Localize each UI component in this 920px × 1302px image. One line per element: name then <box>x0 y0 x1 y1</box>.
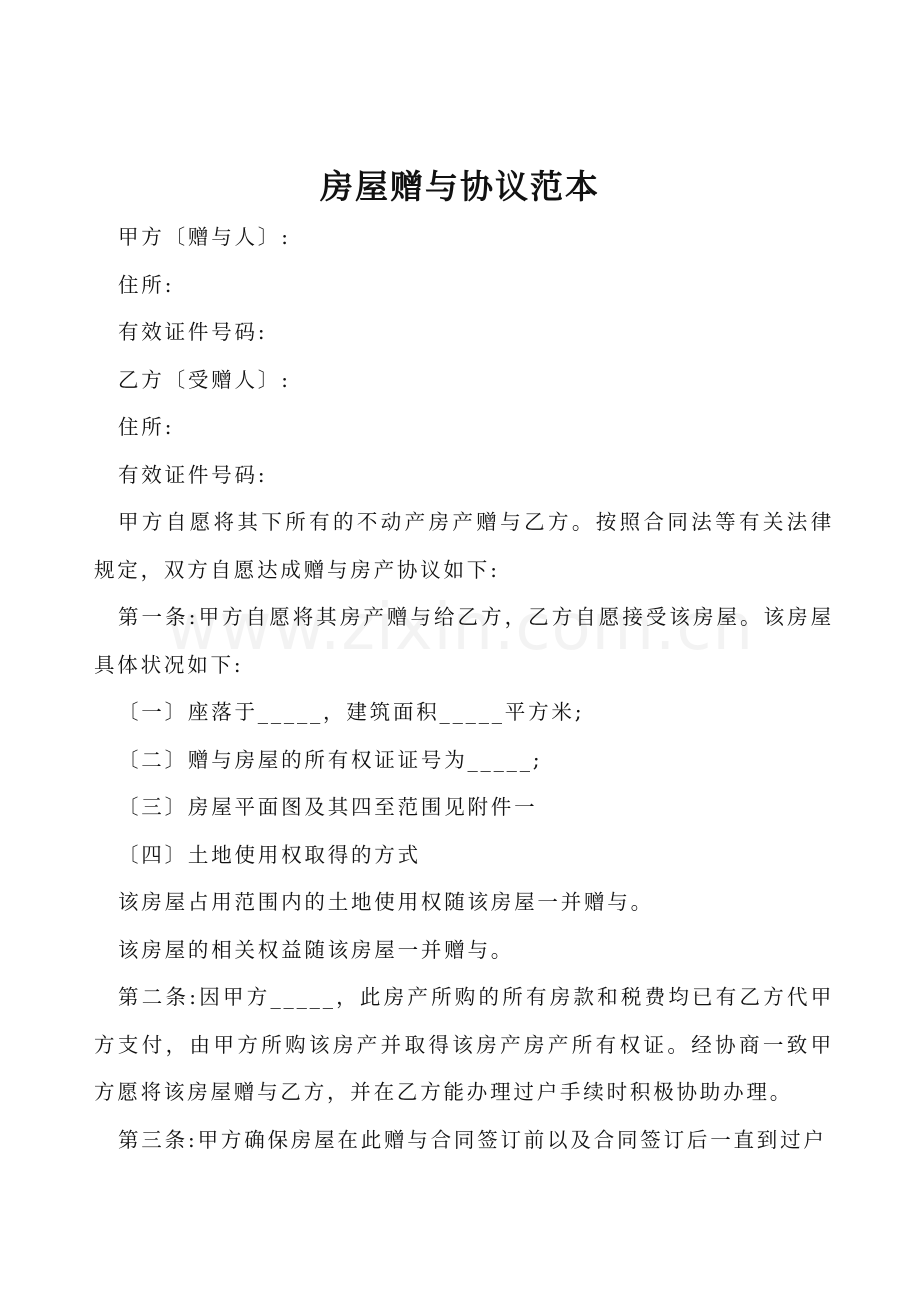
article-1-item-2: 〔二〕赠与房屋的所有权证证号为_____; <box>118 747 543 772</box>
preamble-paragraph: 甲方自愿将其下所有的不动产房产赠与乙方。按照合同法等有关法律规定，双方自愿达成赠与房产协议如下: <box>94 510 834 582</box>
related-rights-clause: 该房屋的相关权益随该房屋一并赠与。 <box>118 937 515 962</box>
article-3: 第三条:甲方确保房屋在此赠与合同签订前以及合同签订后一直到过户 <box>118 1127 827 1152</box>
document-body <box>94 214 834 1164</box>
document-title: 房屋赠与协议范本 <box>320 167 600 206</box>
article-2: 第二条:因甲方_____，此房产所购的所有房款和税费均已有乙方代甲方支付，由甲方所购该房产并取得该房产房产所有权证。经协商一致甲方愿将该房屋赠与乙方，并在乙方能办理过户手续时积极协助办理。 <box>94 985 834 1104</box>
party-b-label: 乙方〔受赠人〕: <box>118 367 291 392</box>
article-1-item-1: 〔一〕座落于_____，建筑面积_____平方米; <box>118 700 585 724</box>
party-b-address: 住所: <box>118 415 175 439</box>
article-1-item-4: 〔四〕土地使用权取得的方式 <box>118 842 421 867</box>
party-b-id-number: 有效证件号码: <box>118 462 268 487</box>
article-1-item-3: 〔三〕房屋平面图及其四至范围见附件一 <box>118 795 538 819</box>
land-use-right-clause: 该房屋占用范围内的土地使用权随该房屋一并赠与。 <box>118 890 654 914</box>
party-a-address: 住所: <box>118 272 175 297</box>
party-a-label: 甲方〔赠与人〕: <box>118 225 291 249</box>
party-a-id-number: 有效证件号码: <box>118 320 268 344</box>
article-1: 第一条:甲方自愿将其房产赠与给乙方，乙方自愿接受该房屋。该房屋具体状况如下: <box>94 605 834 677</box>
